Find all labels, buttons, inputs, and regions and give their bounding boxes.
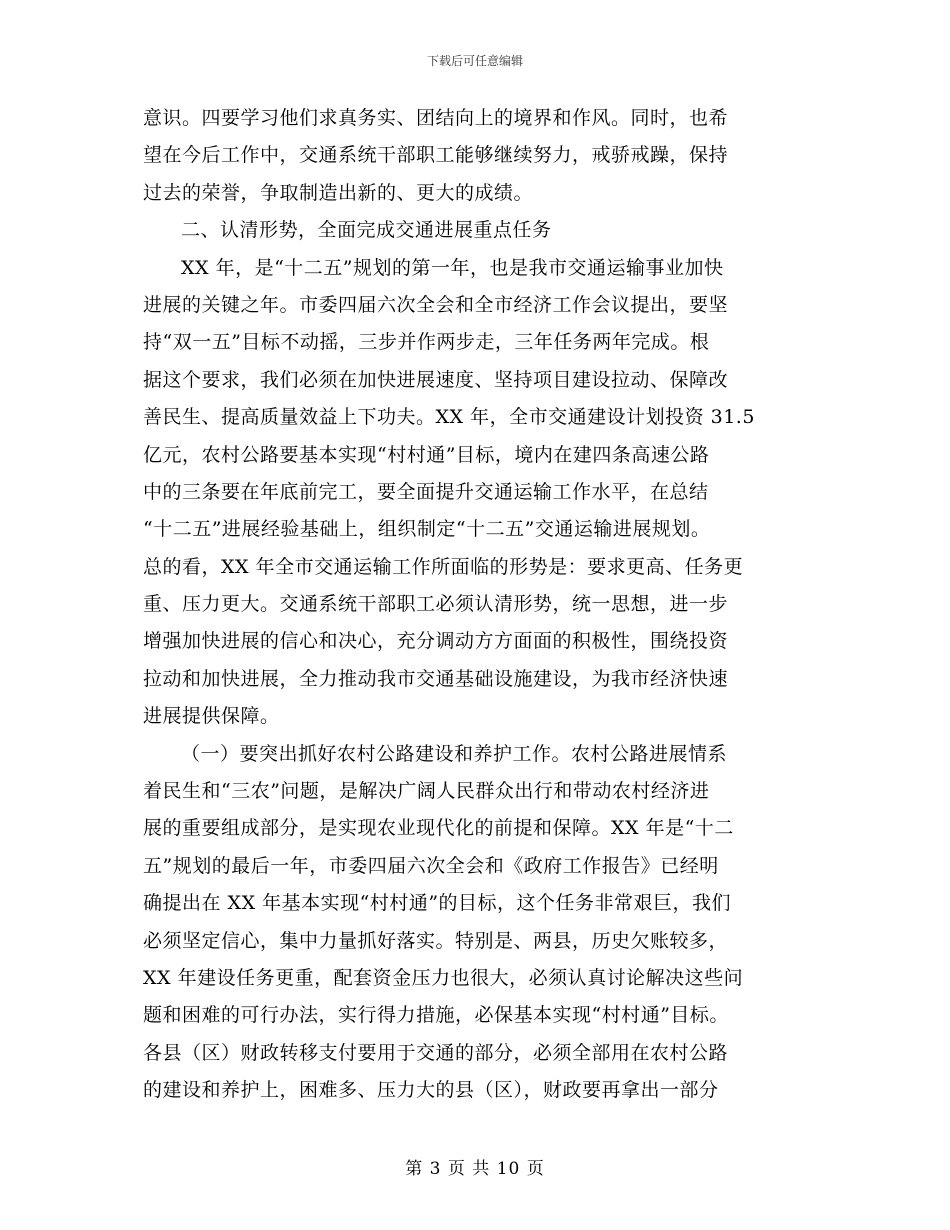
text-line: 展的重要组成部分，是实现农业现代化的前提和保障。XX 年是“十二 (143, 817, 734, 840)
header-note: 下载后可任意编辑 (426, 54, 523, 68)
text-line: XX 年建设任务更重，配套资金压力也很大，必须认真讨论解决这些问 (143, 966, 744, 989)
document-body (143, 100, 813, 1110)
text-line: 着民生和“三农”问题，是解决广阔人民群众出行和带动农村经济进 (143, 780, 710, 803)
text-line: 题和困难的可行办法，实行得力措施，必保基本实现“村村通”目标。 (143, 1004, 729, 1027)
text-line: 亿元，农村公路要基本实现“村村通”目标，境内在建四条高速公路 (143, 443, 710, 466)
text-line: 总的看，XX 年全市交通运输工作所面临的形势是：要求更高、任务更 (143, 555, 744, 578)
text-line: 进展的关键之年。市委四届六次全会和全市经济工作会议提出，要坚 (143, 293, 729, 316)
text-line: 善民生、提高质量效益上下功夫。XX 年，全市交通建设计划投资 31.5 (143, 406, 755, 429)
text-line: 确提出在 XX 年基本实现“村村通”的目标，这个任务非常艰巨，我们 (143, 892, 732, 915)
text-line: 重、压力更大。交通系统干部职工必须认清形势，统一思想，进一步 (143, 593, 729, 616)
text-line: 各县（区）财政转移支付要用于交通的部分，必须全部用在农村公路 (143, 1041, 729, 1064)
text-line: 增强加快进展的信心和决心，充分调动方方面面的积极性，围绕投资 (143, 630, 729, 653)
text-line: 中的三条要在年底前完工，要全面提升交通运输工作水平，在总结 (143, 480, 709, 503)
text-line: （一）要突出抓好农村公路建设和养护工作。农村公路进展情系 (181, 742, 728, 765)
text-line: 意识。四要学习他们求真务实、团结向上的境界和作风。同时，也希 (143, 107, 729, 129)
text-line: 必须坚定信心，集中力量抓好落实。特别是、两县，历史欠账较多， (143, 929, 729, 952)
text-line: 的建设和养护上，困难多、压力大的县（区），财政要再拿出一部分 (143, 1079, 719, 1102)
page-number: 第 3 页 共 10 页 (405, 1159, 545, 1179)
text-line: “十二五”进展经验基础上，组织制定“十二五”交通运输进展规划。 (143, 518, 711, 541)
text-line: 据这个要求，我们必须在加快进展速度、坚持项目建设拉动、保障改 (143, 368, 729, 391)
text-line: 五”规划的最后一年，市委四届六次全会和《政府工作报告》已经明 (143, 854, 719, 877)
section-heading: 二、认清形势，全面完成交通进展重点任务 (181, 219, 552, 242)
text-line: 持“双一五”目标不动摇，三步并作两步走，三年任务两年完成。根 (143, 331, 710, 354)
text-line: 进展提供保障。 (143, 705, 280, 728)
text-line: XX 年，是“十二五”规划的第一年，也是我市交通运输事业加快 (181, 256, 724, 279)
text-line: 拉动和加快进展，全力推动我市交通基础设施建设，为我市经济快速 (143, 667, 729, 690)
text-line: 望在今后工作中，交通系统干部职工能够继续努力，戒骄戒躁，保持 (143, 144, 729, 167)
text-line: 过去的荣誉，争取制造出新的、更大的成绩。 (143, 181, 534, 204)
